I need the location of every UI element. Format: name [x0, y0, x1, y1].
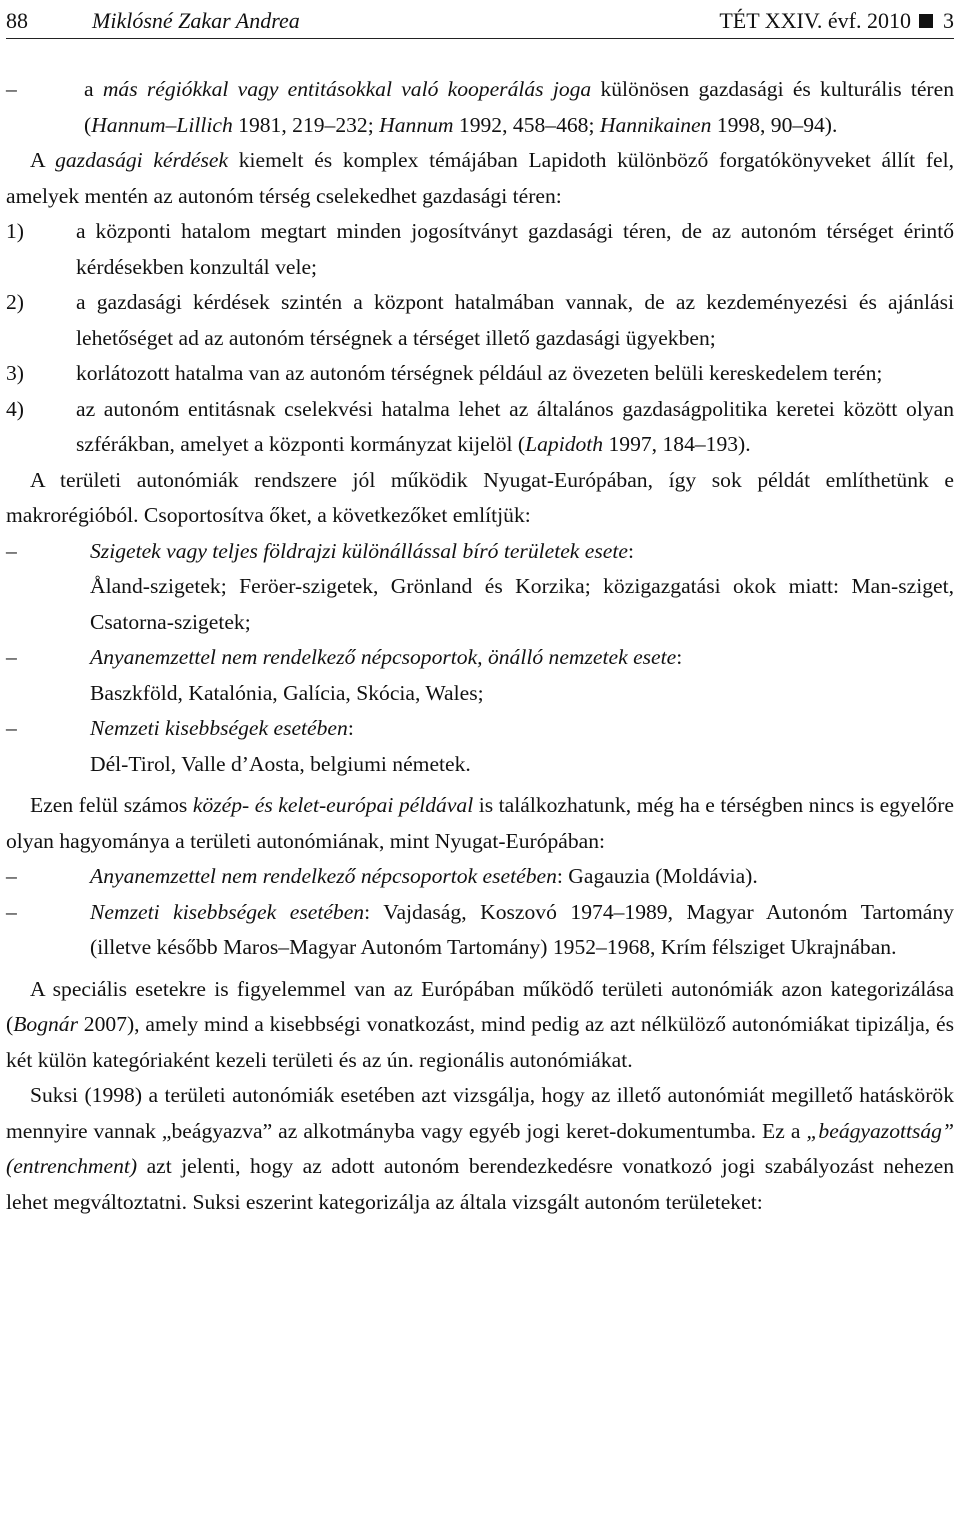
- list-number: 4): [6, 396, 24, 421]
- dash-marker: –: [6, 899, 17, 924]
- list-item: [6, 534, 954, 641]
- dash-marker: –: [6, 864, 17, 888]
- paragraph: A területi autonómiák rendszere jól működik Nyugat-Európában, így sok példát említhetünk e makrorégióból. Csoportosítva őket, a következőket említjük:: [6, 467, 954, 527]
- list-item-text: az autonóm entitásnak cselekvési hatalma lehet az általános gazdaságpolitika keretei között olyan szférákban, amelyet a központi kormányzat kijelöl (Lapidoth 1997, 184–193).: [76, 396, 954, 456]
- list-item-text: a központi hatalom megtart minden jogosítványt gazdasági téren, de az autonóm térséget érintő kérdésekben konzultál vele;: [76, 219, 954, 279]
- list-item-text: Anyanemzettel nem rendelkező népcsoportok esetében: Gagauzia (Moldávia).: [90, 864, 758, 888]
- square-bullet-icon: [919, 14, 933, 28]
- dash-marker: –: [6, 77, 17, 101]
- dash-marker: –: [6, 645, 17, 669]
- header-author: Miklósné Zakar Andrea: [92, 8, 300, 33]
- list-item-text: Nemzeti kisebbségek esetében: Dél-Tirol, Valle d’Aosta, belgiumi németek.: [90, 716, 471, 776]
- list-number: 1): [6, 219, 24, 243]
- paragraph: A gazdasági kérdések kiemelt és komplex témájában Lapidoth különböző forgatókönyveket állít fel, amelyek mentén az autonóm térség cselekedhet gazdasági téren:: [6, 148, 954, 208]
- list-item: [6, 640, 954, 711]
- list-item: [6, 392, 954, 463]
- list-item-text: Anyanemzettel nem rendelkező népcsoportok, önálló nemzetek esete: Baszkföld, Katalónia, Galícia, Skócia, Wales;: [90, 645, 683, 705]
- list-item-text: Nemzeti kisebbségek esetében: Vajdaság, Koszovó 1974–1989, Magyar Autonóm Tartomány (illetve később Maros–Magyar Autonóm Tartomány) 1952–1968, Krím félsziget Ukrajnában.: [90, 899, 954, 959]
- list-item: [6, 214, 954, 285]
- list-item-text: Szigetek vagy teljes földrajzi különállással bíró területek esete: Åland-szigetek; Feröer-szigetek, Grönland és Korzika; közigazgatási okok miatt: Man-sziget, Csatorna-szigetek;: [90, 538, 954, 634]
- list-item: [6, 711, 954, 782]
- dash-marker: –: [6, 716, 17, 740]
- list-item: [6, 356, 954, 392]
- list-number: 3): [6, 361, 24, 385]
- list-item-text: a gazdasági kérdések szintén a központ hatalmában vannak, de az kezdeményezési és ajánlási lehetőséget ad az autonóm térségnek a térséget illető gazdasági ügyekben;: [76, 290, 954, 350]
- list-item-text: a más régiókkal vagy entitásokkal való kooperálás joga különösen gazdasági és kulturális téren (Hannum–Lillich 1981, 219–232; Hannum 1992, 458–468; Hannikainen 1998, 90–94).: [84, 77, 955, 137]
- list-item: [6, 859, 954, 895]
- list-item: [6, 285, 954, 356]
- journal-name: TÉT XXIV. évf. 2010: [719, 8, 911, 33]
- paragraph: A speciális esetekre is figyelemmel van az Európában működő területi autonómiák azon kategorizálása (Bognár 2007), amely mind a kisebbségi vonatkozást, mind pedig az azt nélkülöző autonómiákat tipizálja, és két külön kategóriaként kezeli területi és az ún. regionális autonómiákat.: [6, 976, 954, 1072]
- list-item: [6, 895, 954, 966]
- page-number: 88: [6, 8, 28, 33]
- list-number: 2): [6, 290, 24, 314]
- issue-number: 3: [943, 8, 954, 33]
- running-header: [6, 4, 954, 39]
- list-item: [6, 72, 954, 143]
- paragraph: Suksi (1998) a területi autonómiák esetében azt vizsgálja, hogy az illető autonómiát megillető hatáskörök mennyire vannak „beágyazva” az alkotmányba vagy egyéb jogi keret-dokumentumba. Ez a „beágyazottság” (entrenchment) azt jelenti, hogy az adott autonóm berendezkedésre vonatkozó jogi szabályozást nehezen lehet megváltoztatni. Suksi eszerint kategorizálja az általa vizsgált autonóm területeket:: [6, 1083, 954, 1214]
- header-journal: [719, 6, 954, 36]
- paragraph: Ezen felül számos közép- és kelet-európai példával is találkozhatunk, még ha e térségben nincs is egyelőre olyan hagyománya a területi autonómiának, mint Nyugat-Európában:: [6, 793, 955, 853]
- dash-marker: –: [6, 538, 17, 563]
- list-item-text: korlátozott hatalma van az autonóm térségnek például az övezeten belüli kereskedelem terén;: [76, 361, 883, 385]
- body-text: [6, 72, 954, 1220]
